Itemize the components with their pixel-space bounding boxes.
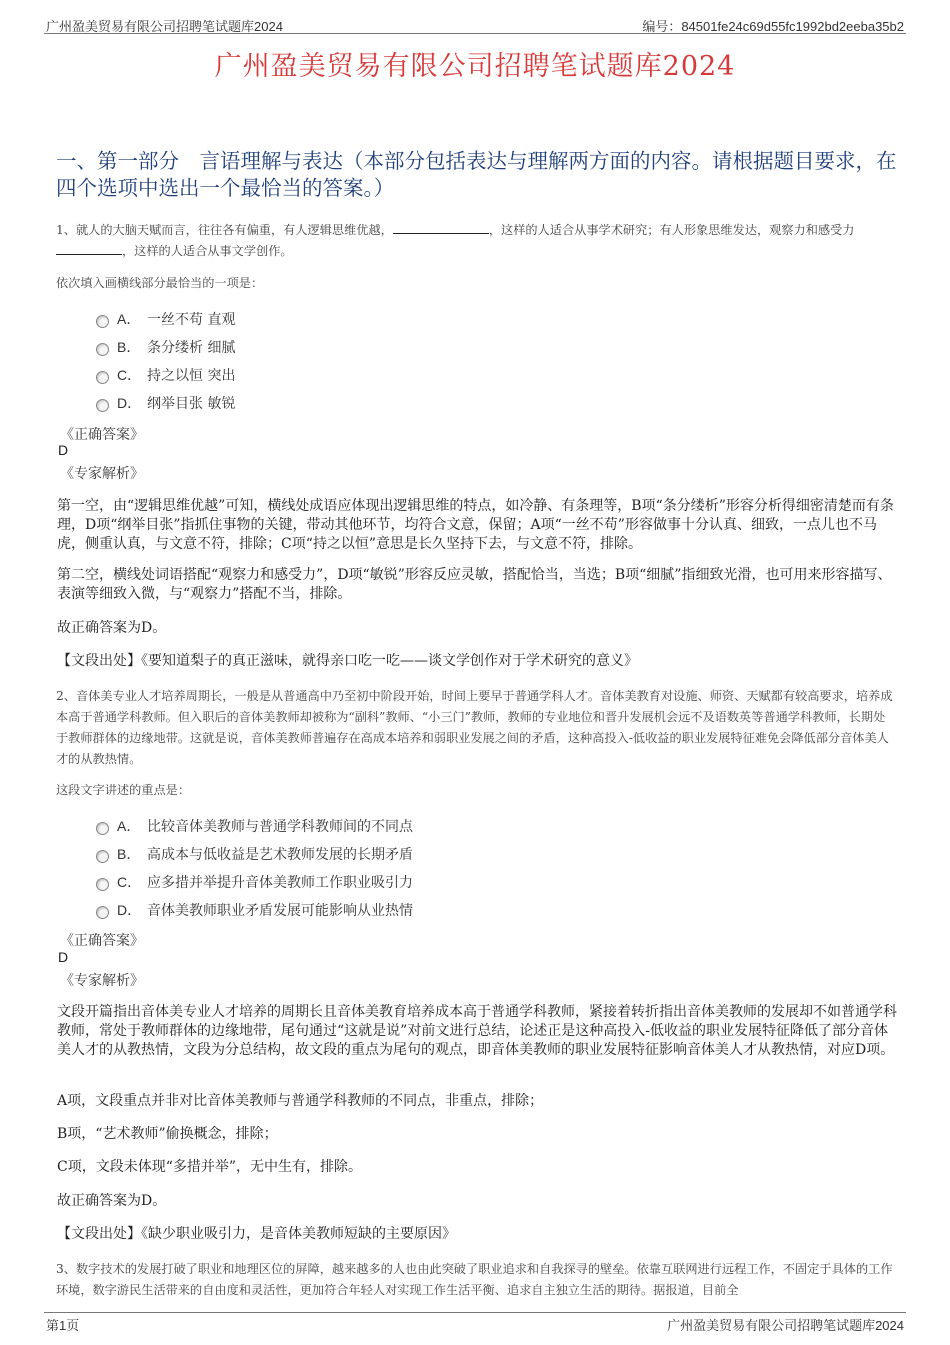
question-2-option-a[interactable] [96, 815, 413, 837]
option-text: 条分缕析 细腻 [147, 340, 236, 356]
radio-icon[interactable] [96, 371, 109, 384]
header-divider [44, 33, 906, 34]
question-2-answer: D [58, 949, 69, 965]
option-letter: A． [117, 311, 141, 327]
question-1-analysis-para: 第一空，由“逻辑思维优越”可知，横线处成语应体现出逻辑思维的特点，如冷静、有条理等，B项“条分缕析”形容分析得细密清楚而有条理，D项“纲举目张”指抓住事物的关键，带动其他环节，均符合文意，保留；A项“一丝不苟”形容做事十分认真、细致，一点儿也不马虎，侧重认真，与文意不符，排除；C项“持之以恒”意思是长久坚持下去，与文意不符，排除。 [57, 498, 894, 552]
option-text: 应多措并举提升音体美教师工作职业吸引力 [147, 875, 413, 891]
option-letter: B． [117, 339, 141, 355]
question-2-option-c[interactable] [96, 871, 413, 893]
question-1-analysis-conclusion: 故正确答案为D。 [57, 620, 167, 636]
question-1-analysis-para: 第二空，横线处词语搭配“观察力和感受力”，D项“敏锐”形容反应灵敏，搭配恰当，当选；B项“细腻”指细致光滑，也可用来形容描写、表演等细致入微，与“观察力”搭配不当，排除。 [57, 567, 892, 602]
question-2-stem: 2、音体美专业人才培养周期长，一般是从普通高中乃至初中阶段开始，时间上要早于普通学科人才。音体美教育对设施、师资、天赋都有较高要求，培养成本高于普通学科教师。但入职后的音体美教师却被称为“副科”教师、“小三门”教师，教师的专业地位和晋升发展机会远不及语数英等普通学科教师，长期处于教师群体的边缘地带。这就是说，音体美教师普遍存在高成本培养和弱职业发展之间的矛盾，这种高投入-低收益的职业发展特征难免会降低部分音体美人才的从教热情。 [56, 689, 893, 766]
question-1-option-a[interactable] [96, 308, 235, 330]
header-left-title: 广州盈美贸易有限公司招聘笔试题库2024 [46, 19, 283, 34]
question-1-stem-part-b: ，这样的人适合从事学术研究；有人形象思维发达，观察力和感受力 [488, 223, 855, 237]
question-1-answer: D [58, 442, 69, 458]
question-1-analysis-label: 《专家解析》 [60, 466, 144, 482]
radio-icon[interactable] [96, 822, 109, 835]
question-2-analysis-para: C项，文段未体现“多措并举”，无中生有，排除。 [57, 1159, 363, 1175]
footer-divider [44, 1312, 906, 1313]
option-text: 高成本与低收益是艺术教师发展的长期矛盾 [147, 847, 413, 863]
option-letter: C． [117, 874, 142, 890]
question-2-analysis-para: A项，文段重点并非对比音体美教师与普通学科教师的不同点，非重点，排除； [57, 1093, 544, 1109]
option-letter: B． [117, 846, 141, 862]
question-1-stem [56, 219, 896, 261]
question-1-option-b[interactable] [96, 336, 235, 358]
option-text: 一丝不苟 直观 [147, 312, 236, 328]
footer-title: 广州盈美贸易有限公司招聘笔试题库2024 [667, 1318, 904, 1333]
fill-blank-1 [393, 219, 489, 234]
question-2-analysis-conclusion: 故正确答案为D。 [57, 1193, 167, 1209]
section-heading: 一、第一部分 言语理解与表达（本部分包括表达与理解两方面的内容。请根据题目要求，在四个选项中选出一个最恰当的答案。） [56, 149, 897, 200]
question-2-prompt: 这段文字讲述的重点是： [56, 783, 191, 797]
option-text: 音体美教师职业矛盾发展可能影响从业热情 [147, 903, 413, 919]
question-2-option-d[interactable] [96, 899, 413, 921]
option-letter: D． [117, 395, 142, 411]
question-1-stem-part-a: 1、就人的大脑天赋而言，往往各有偏重，有人逻辑思维优越， [56, 223, 393, 237]
option-text: 纲举目张 敏锐 [147, 396, 236, 412]
question-2-analysis-para: B项，“艺术教师”偷换概念，排除； [57, 1126, 278, 1142]
question-2-source: 【文段出处】《缺少职业吸引力，是音体美教师短缺的主要原因》 [57, 1226, 456, 1242]
question-1-source: 【文段出处】《要知道梨子的真正滋味，就得亲口吃一吃——谈文学创作对于学术研究的意义》 [57, 653, 638, 669]
question-2-option-b[interactable] [96, 843, 413, 865]
question-1-option-d[interactable] [96, 392, 235, 414]
question-2-analysis-label: 《专家解析》 [60, 973, 144, 989]
question-2-analysis-para: 文段开篇指出音体美专业人才培养的周期长且音体美教育培养成本高于普通学科教师，紧接着转折指出音体美教师的发展却不如普通学科教师，常处于教师群体的边缘地带，尾句通过“这就是说”对前文进行总结，论述正是这种高投入-低收益的职业发展特征降低了部分音体美人才的从教热情，文段为分总结构，故文段的重点为尾句的观点，即音体美教师的职业发展特征影响音体美人才从教热情，对应D项。 [57, 1004, 897, 1058]
question-1-answer-label: 《正确答案》 [60, 427, 144, 443]
radio-icon[interactable] [96, 399, 109, 412]
radio-icon[interactable] [96, 850, 109, 863]
fill-blank-2 [56, 240, 122, 255]
question-1-option-c[interactable] [96, 364, 235, 386]
question-1-prompt: 依次填入画横线部分最恰当的一项是： [56, 276, 264, 290]
option-letter: D． [117, 902, 142, 918]
document-title: 广州盈美贸易有限公司招聘笔试题库2024 [214, 51, 736, 82]
header-doc-number: 编号：84501fe24c69d55fc1992bd2eeba35b2 [642, 19, 904, 34]
radio-icon[interactable] [96, 878, 109, 891]
question-1-stem-part-c: ，这样的人适合从事文学创作。 [122, 244, 293, 258]
option-text: 比较音体美教师与普通学科教师间的不同点 [147, 819, 413, 835]
option-text: 持之以恒 突出 [147, 368, 236, 384]
question-3-stem: 3、数字技术的发展打破了职业和地理区位的屏障，越来越多的人也由此突破了职业追求和自我探寻的壁垒。依靠互联网进行远程工作，不固定于具体的工作环境，数字游民生活带来的自由度和灵活性，更加符合年轻人对实现工作生活平衡、追求自主独立生活的期待。据报道，目前全 [56, 1262, 893, 1297]
radio-icon[interactable] [96, 906, 109, 919]
option-letter: C． [117, 367, 142, 383]
question-2-answer-label: 《正确答案》 [60, 933, 144, 949]
radio-icon[interactable] [96, 343, 109, 356]
option-letter: A． [117, 818, 141, 834]
footer-page-number: 第1页 [46, 1318, 80, 1333]
radio-icon[interactable] [96, 315, 109, 328]
